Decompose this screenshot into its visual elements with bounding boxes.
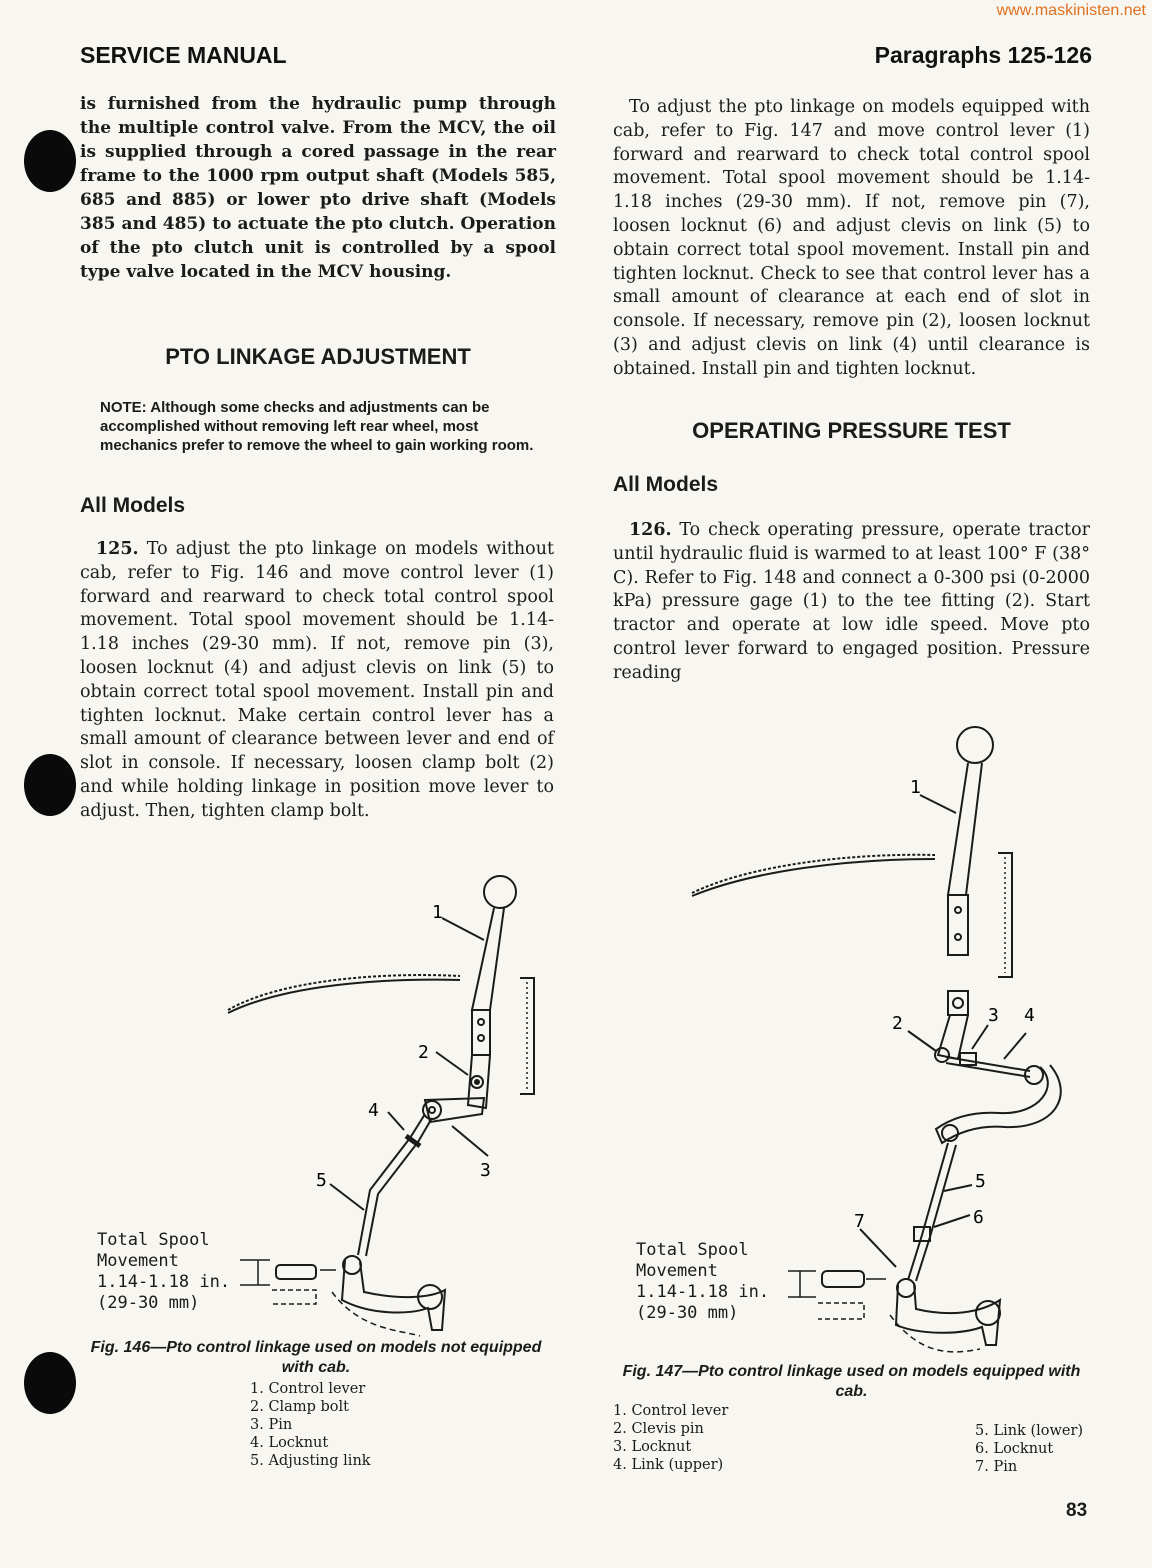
fig146-legend-item: 5. Adjusting link	[250, 1453, 371, 1469]
paragraph-126-text: To check operating pressure, operate tractor until hydraulic fluid is warmed to at least 100° F (38° C). Refer to Fig. 148 and connect a 0-300 psi (0-2000 kPa) pressure gage (1) to the tee fitting (2). Start tractor and operate at low idle speed. Move pto control lever forward to engaged position. Pressure reading	[613, 520, 1090, 683]
paragraph-number-126: 126.	[629, 520, 672, 540]
punch-hole-middle	[24, 754, 76, 816]
fig146-callout-5: 5	[316, 1170, 327, 1191]
running-header-right: Paragraphs 125-126	[874, 42, 1092, 68]
fig147-callout-1: 1	[910, 777, 921, 798]
fig146-legend-item: 3. Pin	[250, 1417, 293, 1433]
section-title-operating-pressure: OPERATING PRESSURE TEST	[692, 418, 1011, 443]
fig146-callout-2: 2	[418, 1042, 429, 1063]
fig147-spool-label: Total Spool Movement 1.14-1.18 in. (29-30 mm)	[636, 1240, 770, 1323]
fig147-caption: Fig. 147—Pto control linkage used on models equipped with cab.	[622, 1363, 1081, 1400]
fig147-callout-5: 5	[975, 1171, 986, 1192]
fig147-legend-item: 3. Locknut	[613, 1439, 692, 1455]
fig146-spool-label: Total Spool Movement 1.14-1.18 in. (29-30 mm)	[97, 1230, 231, 1313]
fig147-legend-item: 1. Control lever	[613, 1403, 729, 1419]
subheading-all-models-left: All Models	[80, 494, 186, 517]
punch-hole-top	[24, 130, 76, 192]
page-number: 83	[1066, 1500, 1088, 1521]
paragraph-125	[80, 538, 554, 824]
paragraph-125-text: To adjust the pto linkage on models without cab, refer to Fig. 146 and move control lever (1) forward and rearward to check total control spool movement. Total spool movement should be 1.14-1.18 inches (29-30 mm). If not, remove pin (3), loosen locknut (4) and adjust clevis on link (5) to obtain correct total spool movement. Install pin and tighten locknut. Make certain control lever has a small amount of clearance between lever and end of slot in console. If necessary, loosen clamp bolt (2) and while holding linkage in position move lever to adjust. Then, tighten clamp bolt.	[80, 539, 554, 821]
paragraph-cab-adjustment: To adjust the pto linkage on models equipped with cab, refer to Fig. 147 and move control lever (1) forward and rearward to check total control spool movement. Total spool movement should be 1.14-1.18 inches (29-30 mm). If not, remove pin (7), loosen locknut (6) and adjust clevis on link (5) to obtain correct total spool movement. Install pin and tighten locknut. Check to see that control lever has a small amount of clearance at each end of slot in console. If necessary, remove pin (2), loosen locknut (3) and adjust clevis on link (4) until clearance is obtained. Install pin and tighten locknut.	[613, 97, 1090, 379]
fig147-callout-6: 6	[973, 1207, 984, 1228]
fig147-callout-3: 3	[988, 1005, 999, 1026]
fig147-legend-item: 5. Link (lower)	[975, 1423, 1084, 1439]
fig147-legend-left	[613, 1402, 728, 1474]
fig147-legend-item: 2. Clevis pin	[613, 1421, 704, 1437]
fig147-callout-7: 7	[854, 1211, 865, 1232]
running-header-left: SERVICE MANUAL	[80, 42, 287, 68]
paragraph-126	[613, 519, 1090, 686]
fig146-callout-3: 3	[480, 1160, 491, 1181]
note-paragraph: NOTE: Although some checks and adjustments can be accomplished without removing left rear wheel, most mechanics prefer to remove the wheel to gain working room.	[100, 399, 534, 454]
punch-hole-bottom	[24, 1352, 76, 1414]
fig146-legend	[250, 1380, 371, 1470]
fig147-legend-right	[975, 1422, 1083, 1476]
fig146-legend-item: 4. Locknut	[250, 1435, 329, 1451]
fig146-caption: Fig. 146—Pto control linkage used on models not equipped with cab.	[90, 1339, 542, 1376]
watermark: www.maskinisten.net	[996, 2, 1146, 19]
subheading-all-models-right: All Models	[613, 473, 719, 496]
fig147-legend-item: 7. Pin	[975, 1459, 1018, 1475]
fig147-legend-item: 4. Link (upper)	[613, 1457, 724, 1473]
fig147-callout-4: 4	[1024, 1005, 1035, 1026]
fig146-legend-item: 2. Clamp bolt	[250, 1399, 349, 1415]
fig146-callout-4: 4	[368, 1100, 379, 1121]
fig146-callout-1: 1	[432, 902, 443, 923]
fig147-callout-2: 2	[892, 1013, 903, 1034]
fig147-legend-item: 6. Locknut	[975, 1441, 1054, 1457]
paragraph-number-125: 125.	[96, 539, 139, 559]
fig146-legend-item: 1. Control lever	[250, 1381, 366, 1397]
intro-paragraph: is furnished from the hydraulic pump through the multiple control valve. From the MCV, the oil is supplied through a cored passage in the rear frame to the 1000 rpm output shaft (Models 585, 685 and 885) or lower pto drive shaft (Models 385 and 485) to actuate the pto clutch. Operation of the pto clutch unit is controlled by a spool type valve located in the MCV housing.	[80, 94, 556, 282]
section-title-pto-linkage: PTO LINKAGE ADJUSTMENT	[165, 344, 471, 369]
